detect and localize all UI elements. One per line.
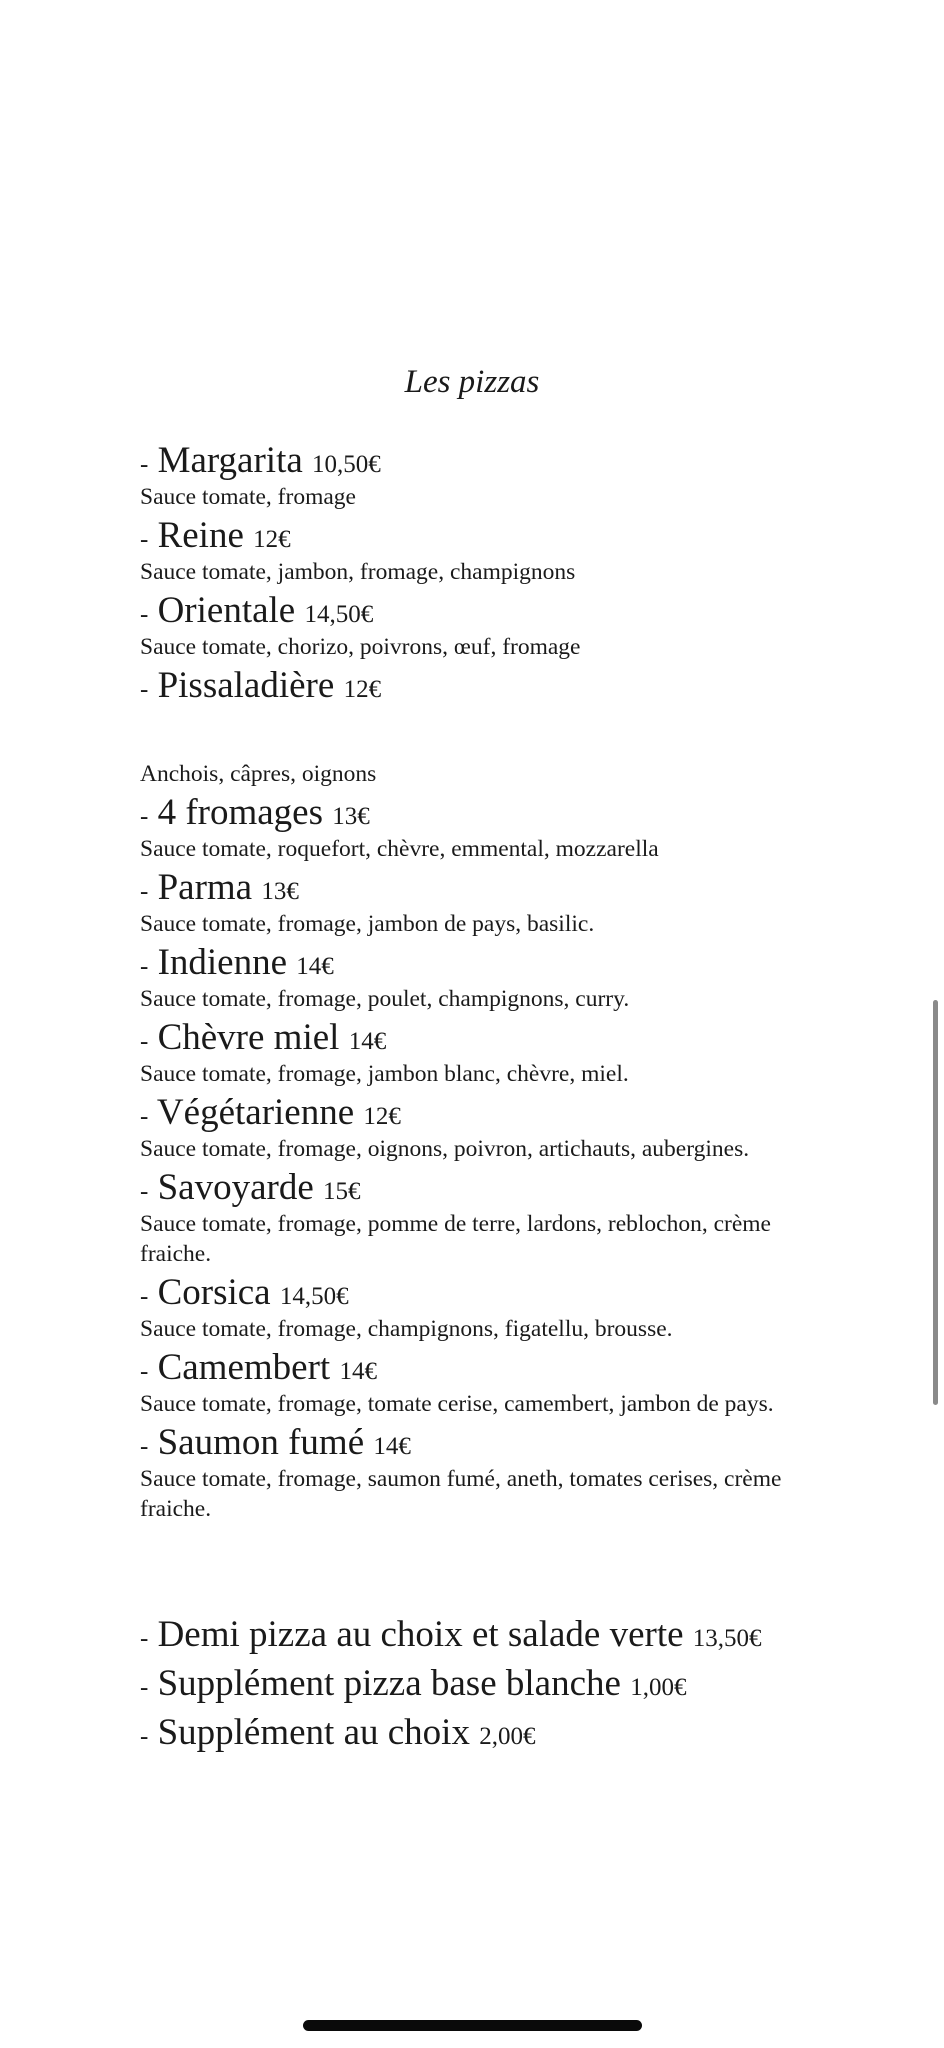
item-price: 14€ [348, 1028, 387, 1055]
item-price: 12€ [363, 1103, 401, 1130]
item-description: Sauce tomate, fromage, jambon blanc, chèvre, miel. [140, 1061, 629, 1087]
item-name: Pissaladière [157, 665, 335, 706]
item-description: Sauce tomate, fromage, saumon fumé, aneth, tomates cerises, crème fraiche. [140, 1466, 782, 1522]
menu-item-pissaladiere [140, 665, 840, 789]
extra-name: Supplément pizza base blanche [157, 1663, 621, 1704]
item-description: Anchois, câpres, oignons [140, 761, 377, 787]
item-dash: - [140, 1723, 149, 1750]
item-name: Chèvre miel [157, 1017, 340, 1058]
menu-item-orientale [140, 590, 840, 662]
item-dash: - [140, 1103, 149, 1130]
menu-item-corsica [140, 1272, 840, 1344]
item-name: Camembert [157, 1347, 331, 1388]
menu-item-indienne [140, 942, 840, 1014]
extras-list [140, 1612, 860, 1759]
extra-name: Supplément au choix [157, 1712, 470, 1753]
menu-item-saumon-fume [140, 1422, 840, 1524]
item-price: 10,50€ [312, 451, 381, 478]
menu-item-chevre-miel [140, 1017, 840, 1089]
item-description: Sauce tomate, fromage, pomme de terre, lardons, reblochon, crème fraiche. [140, 1211, 771, 1267]
extra-item-supplement [140, 1710, 860, 1759]
extra-name: Demi pizza au choix et salade verte [157, 1614, 684, 1655]
item-description: Sauce tomate, fromage, oignons, poivron, artichauts, aubergines. [140, 1136, 750, 1162]
item-dash: - [140, 878, 149, 905]
item-price: 12€ [253, 526, 291, 553]
item-price: 15€ [323, 1178, 361, 1205]
menu-item-reine [140, 515, 840, 587]
extra-price: 2,00€ [479, 1723, 536, 1750]
item-name: Margarita [157, 440, 303, 481]
item-dash: - [140, 676, 149, 703]
item-name: Orientale [157, 590, 296, 631]
item-dash: - [140, 601, 149, 628]
extra-item-base-blanche [140, 1661, 860, 1710]
scrollbar[interactable] [933, 1000, 938, 1405]
item-description: Sauce tomate, jambon, fromage, champignons [140, 559, 576, 585]
menu-item-camembert [140, 1347, 840, 1419]
item-description: Sauce tomate, fromage, jambon de pays, basilic. [140, 911, 595, 937]
item-dash: - [140, 1028, 149, 1055]
item-dash: - [140, 1358, 149, 1385]
item-dash: - [140, 1674, 149, 1701]
item-name: 4 fromages [157, 792, 323, 833]
item-dash: - [140, 1433, 149, 1460]
item-dash: - [140, 1283, 149, 1310]
item-name: Reine [157, 515, 244, 556]
spacer [140, 707, 840, 759]
extra-item-demi-pizza [140, 1612, 860, 1661]
item-price: 13€ [261, 878, 299, 905]
item-price: 14€ [373, 1433, 411, 1460]
extra-price: 1,00€ [630, 1674, 687, 1701]
menu-item-margarita [140, 440, 840, 512]
menu-item-savoyarde [140, 1167, 840, 1269]
item-dash: - [140, 1625, 149, 1652]
item-name: Corsica [157, 1272, 271, 1313]
item-dash: - [140, 953, 149, 980]
item-description: Sauce tomate, fromage, poulet, champignons, curry. [140, 986, 630, 1012]
item-price: 14€ [296, 953, 334, 980]
item-description: Sauce tomate, fromage [140, 484, 356, 510]
item-name: Végétarienne [156, 1092, 355, 1133]
item-price: 14,50€ [304, 601, 374, 628]
item-name: Indienne [157, 942, 288, 983]
item-dash: - [140, 451, 149, 478]
menu-item-parma [140, 867, 840, 939]
page-title: Les pizzas [404, 364, 540, 400]
extra-price: 13,50€ [692, 1625, 762, 1652]
item-dash: - [140, 803, 149, 830]
item-price: 12€ [343, 676, 382, 703]
item-dash: - [140, 1178, 149, 1205]
menu-item-vegetarienne [140, 1092, 840, 1164]
item-name: Saumon fumé [157, 1422, 365, 1463]
item-dash: - [140, 526, 149, 553]
item-name: Savoyarde [157, 1167, 314, 1208]
item-price: 13€ [332, 803, 370, 830]
item-price: 14€ [339, 1358, 377, 1385]
home-indicator[interactable] [303, 2020, 642, 2031]
item-description: Sauce tomate, fromage, champignons, figatellu, brousse. [140, 1316, 673, 1342]
item-description: Sauce tomate, chorizo, poivrons, œuf, fromage [140, 634, 581, 660]
item-price: 14,50€ [279, 1283, 349, 1310]
item-name: Parma [157, 867, 253, 908]
item-description: Sauce tomate, fromage, tomate cerise, camembert, jambon de pays. [140, 1391, 774, 1417]
menu-item-4-fromages [140, 792, 840, 864]
item-description: Sauce tomate, roquefort, chèvre, emmental, mozzarella [140, 836, 659, 862]
pizza-menu [140, 440, 840, 1527]
